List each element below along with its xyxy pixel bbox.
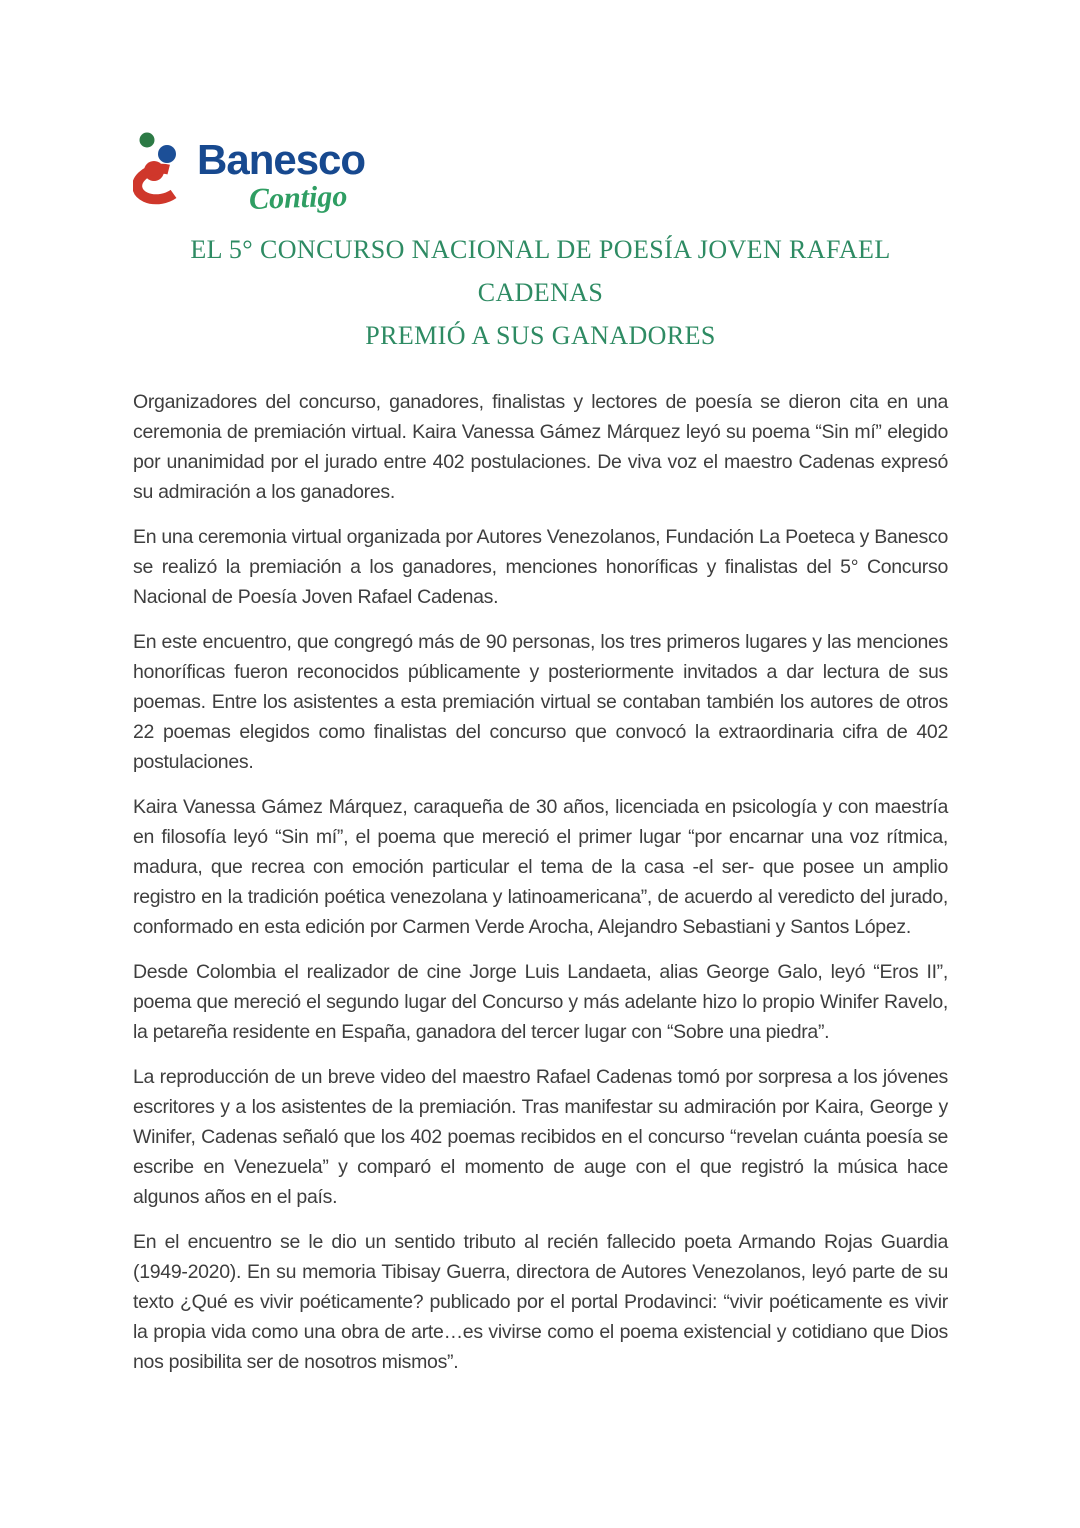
brand-tagline: Contigo	[248, 179, 348, 217]
paragraph: En este encuentro, que congregó más de 90 personas, los tres primeros lugares y las menciones honoríficas fueron reconocidos públicamente y posteriormente invitados a dar lectura de sus poemas. Entre los asistentes a esta premiación virtual se contaban también los autores de otros 22 poemas elegidos como finalistas del concurso que convocó la extraordinaria cifra de 402 postulaciones.	[133, 631, 948, 773]
logo-text	[197, 130, 366, 217]
article-body	[133, 387, 948, 1377]
paragraph: En el encuentro se le dio un sentido tributo al recién fallecido poeta Armando Rojas Guardia (1949-2020). En su memoria Tibisay Guerra, directora de Autores Venezolanos, leyó parte de su texto ¿Qué es vivir poéticamente? publicado por el portal Prodavinci: “vivir poéticamente es vivir la propia vida como una obra de arte…es vivirse como el poema existencial y cotidiano que Dios nos posibilita ser de nosotros mismos”.	[133, 1231, 948, 1373]
paragraph: Kaira Vanessa Gámez Márquez, caraqueña de 30 años, licenciada en psicología y con maestría en filosofía leyó “Sin mí”, el poema que mereció el primer lugar “por encarnar una voz rítmica, madura, que recrea con emoción particular el tema de la casa -el ser- que posee un amplio registro en la tradición poética venezolana y latinoamericana”, de acuerdo al veredicto del jurado, conformado en esta edición por Carmen Verde Arocha, Alejandro Sebastiani y Santos López.	[133, 796, 948, 938]
paragraph: La reproducción de un breve video del maestro Rafael Cadenas tomó por sorpresa a los jóvenes escritores y a los asistentes de la premiación. Tras manifestar su admiración por Kaira, George y Winifer, Cadenas señaló que los 402 poemas recibidos en el concurso “revelan cuánta poesía se escribe en Venezuela” y comparó el momento de auge con el que registró la música hace algunos años en el país.	[133, 1066, 948, 1208]
title-line-2: PREMIÓ A SUS GANADORES	[365, 321, 716, 350]
paragraph: Organizadores del concurso, ganadores, finalistas y lectores de poesía se dieron cita en una ceremonia de premiación virtual. Kaira Vanessa Gámez Márquez leyó su poema “Sin mí” elegido por unanimidad por el jurado entre 402 postulaciones. De viva voz el maestro Cadenas expresó su admiración a los ganadores.	[133, 391, 948, 503]
paragraph: Desde Colombia el realizador de cine Jorge Luis Landaeta, alias George Galo, leyó “Eros II”, poema que mereció el segundo lugar del Concurso y más adelante hizo lo propio Winifer Ravelo, la petareña residente en España, ganadora del tercer lugar con “Sobre una piedra”.	[133, 961, 948, 1043]
banesco-logo	[133, 0, 948, 217]
paragraph: En una ceremonia virtual organizada por Autores Venezolanos, Fundación La Poeteca y Banesco se realizó la premiación a los ganadores, menciones honoríficas y finalistas del 5° Concurso Nacional de Poesía Joven Rafael Cadenas.	[133, 526, 949, 608]
document-title	[133, 228, 948, 357]
brand-wordmark: Banesco	[197, 136, 366, 183]
banesco-logo-icon	[133, 130, 195, 206]
document-content	[133, 0, 948, 1377]
title-line-1: EL 5° CONCURSO NACIONAL DE POESÍA JOVEN RAFAEL CADENAS	[190, 235, 891, 307]
